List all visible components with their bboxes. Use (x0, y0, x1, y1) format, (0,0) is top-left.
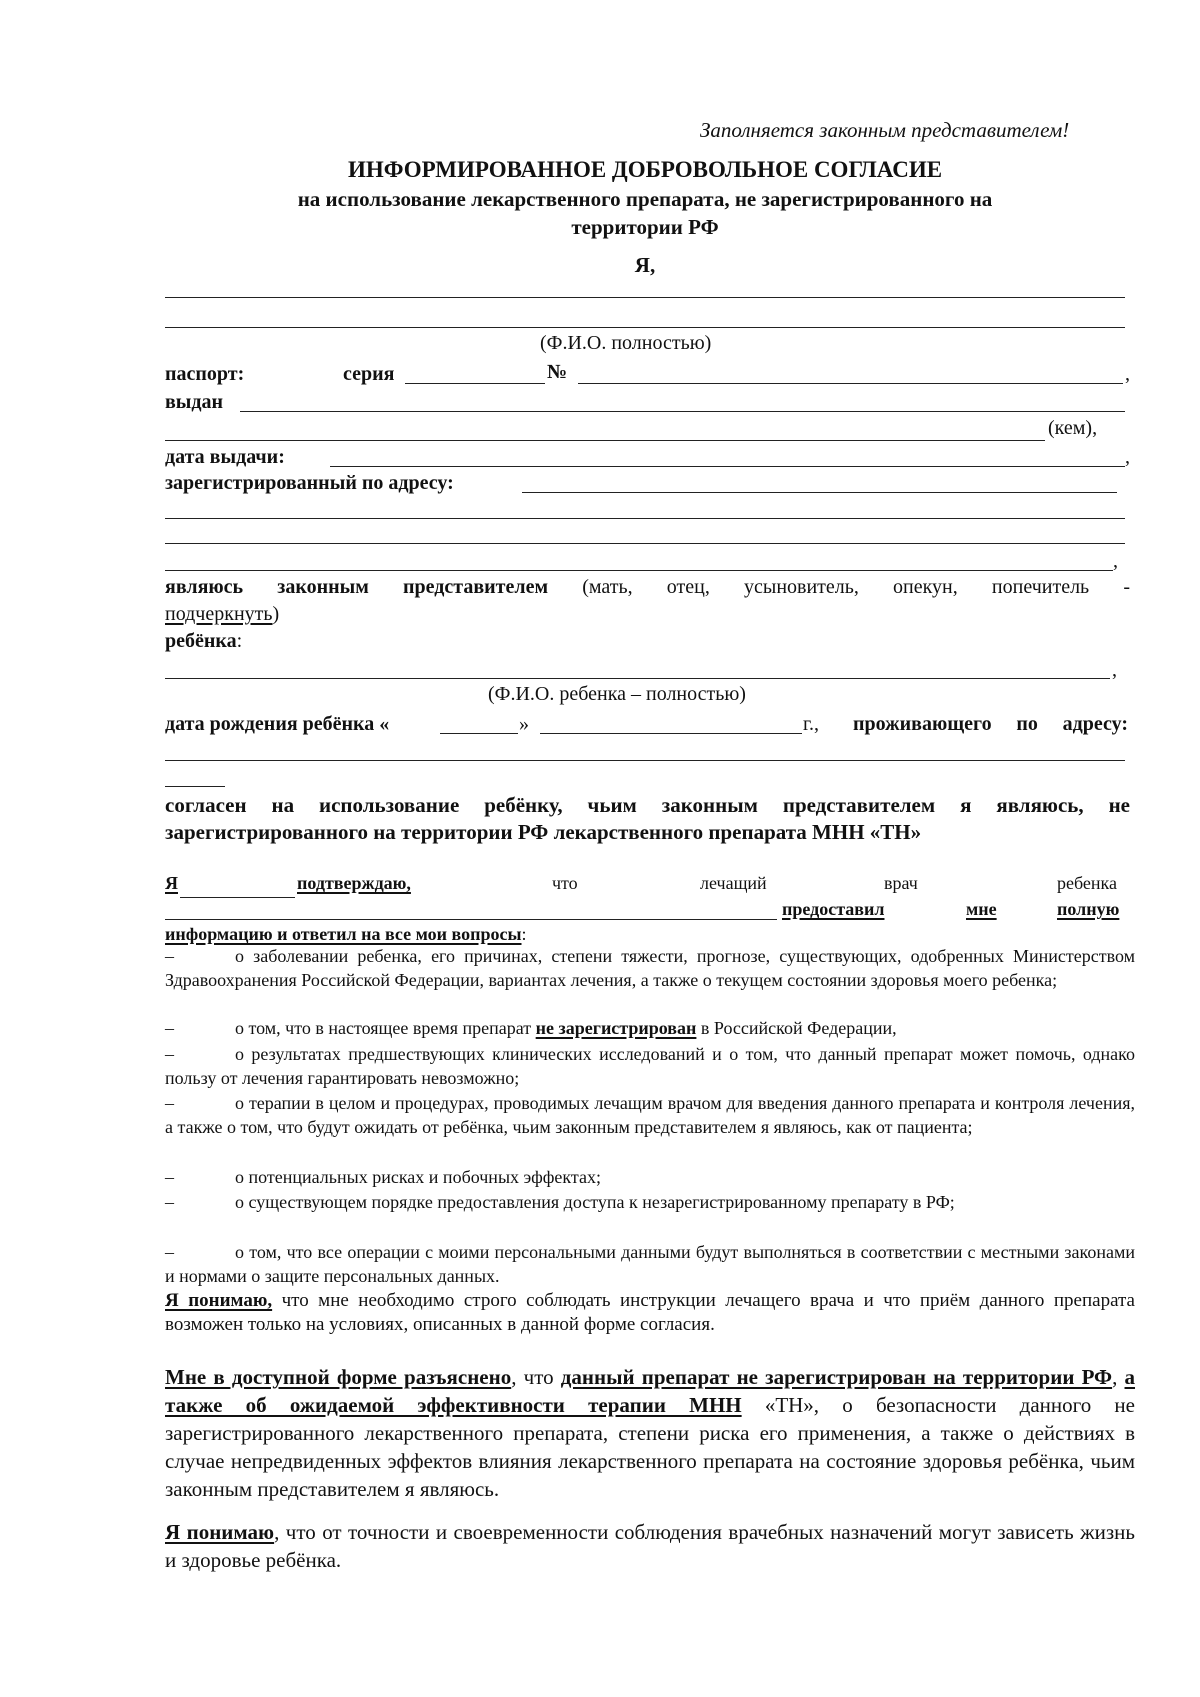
understand-paragraph-1 (165, 1289, 1135, 1337)
address-comma: , (1113, 550, 1118, 572)
confirm-underline-gap (180, 897, 295, 898)
list-item-text: о том, что в настоящее время препарат (235, 1018, 536, 1038)
living-address-field-1[interactable] (165, 760, 1125, 761)
understand-text-1: что мне необходимо строго соблюдать инструкции лечащего врача и что приём данного препарата возможен только на условиях, описанных в данной форме согласия. (165, 1290, 1135, 1335)
birth-month-year-field[interactable] (540, 733, 802, 734)
by-whom-caption: (кем), (1048, 417, 1098, 439)
birth-year-suffix: г., (803, 713, 819, 735)
not-registered-emphasis: не зарегистрирован (535, 1018, 697, 1038)
confirm-word-9: полную (1057, 899, 1120, 919)
form-subtitle-line1: на использование лекарственного препарата, не зарегистрированного на (297, 187, 993, 211)
representative-bold: являюсь законным представителем (165, 576, 549, 598)
list-dash: – (165, 1018, 174, 1038)
passport-comma: , (1125, 363, 1130, 385)
doctor-name-field[interactable] (165, 919, 777, 920)
legal-representative-note: Заполняется законным представителем! (700, 118, 1070, 142)
fio-caption: (Ф.И.О. полностью) (540, 332, 712, 354)
number-label: № (547, 361, 568, 383)
list-item-3 (165, 1042, 1135, 1090)
explained-text-2: , (1112, 1365, 1125, 1389)
explained-bold-2: данный препарат не зарегистрирован на территории РФ (560, 1365, 1113, 1389)
fio-line-1[interactable] (165, 297, 1125, 298)
series-label: серия (343, 363, 395, 385)
number-field[interactable] (578, 383, 1123, 384)
list-dash: – (165, 1044, 174, 1064)
child-fio-comma: , (1112, 659, 1117, 681)
representative-options: (мать, отец, усыновитель, опекун, попечитель - (548, 576, 1130, 598)
confirm-word-7: предоставил (782, 899, 885, 919)
list-item-text: о существующем порядке предоставления доступа к незарегистрированному препарату в РФ; (235, 1192, 955, 1212)
passport-label: паспорт: (165, 363, 245, 385)
list-item-7 (165, 1240, 1135, 1288)
consent-line-1: согласен на использование ребёнку, чьим законным представителем я являюсь, не (165, 793, 1130, 817)
list-item-6 (165, 1190, 1135, 1214)
list-dash: – (165, 1167, 174, 1187)
representative-line (165, 576, 1130, 599)
list-item-4 (165, 1091, 1135, 1139)
birth-date-label: дата рождения ребёнка « (165, 713, 390, 735)
form-subtitle-line2: территории РФ (571, 215, 719, 239)
understand-paragraph-2 (165, 1518, 1135, 1574)
list-item-5 (165, 1165, 1135, 1189)
explained-bold-1: Мне в доступной форме разъяснено (165, 1365, 512, 1389)
confirm-line-3 (165, 924, 527, 945)
list-item-1 (165, 944, 1135, 992)
address-field-1[interactable] (522, 492, 1117, 493)
child-label-colon: : (236, 630, 243, 652)
underline-hint: подчеркнуть (165, 603, 273, 625)
living-address-field-2[interactable] (165, 786, 225, 787)
child-label-line (165, 630, 242, 653)
list-dash: – (165, 1192, 174, 1212)
list-item-text: о терапии в целом и процедурах, проводимых лечащим врачом для введения данного препарата и контроля лечения, а также о том, что будут ожидать от ребёнка, чьим законным представителем я являюсь, как от пациента; (165, 1093, 1135, 1137)
confirm-word-5: врач (884, 873, 918, 893)
issued-label: выдан (165, 391, 224, 413)
form-title: ИНФОРМИРОВАННОЕ ДОБРОВОЛЬНОЕ СОГЛАСИЕ (347, 157, 943, 182)
understand-bold-2: Я понимаю (165, 1520, 275, 1544)
underline-hint-close: ) (272, 603, 280, 625)
list-dash: – (165, 1242, 174, 1262)
issued-field-1[interactable] (240, 411, 1125, 412)
explained-text-1: , что (511, 1365, 561, 1389)
registered-address-label: зарегистрированный по адресу: (165, 472, 454, 494)
list-item-2 (165, 1016, 1135, 1040)
list-item-text: о потенциальных рисках и побочных эффектах; (235, 1167, 601, 1187)
list-item-text: о том, что все операции с моими персональными данными будут выполняться в соответствии с местными законами и нормами о защите персональных данных. (165, 1242, 1135, 1286)
understand-bold-1: Я понимаю, (165, 1290, 273, 1311)
underline-hint-line (165, 603, 279, 626)
confirm-word-6: ребенка (1057, 873, 1117, 893)
list-item-text: о результатах предшествующих клинических исследований и о том, что данный препарат может помочь, однако пользу от лечения гарантировать невозможно; (165, 1044, 1135, 1088)
child-fio-field[interactable] (165, 678, 1110, 679)
issue-date-field[interactable] (330, 466, 1125, 467)
list-dash: – (165, 1093, 174, 1113)
list-item-text: о заболевании ребенка, его причинах, степени тяжести, прогнозе, существующих, одобренных Министерством Здравоохранения Российской Федерации, вариантах лечения, а также о текущем состоянии здоровья моего ребенка; (165, 946, 1135, 990)
confirm-info-received: информацию и ответил на все мои вопросы (165, 924, 522, 944)
confirm-word-4: лечащий (700, 873, 767, 893)
birth-day-field[interactable] (440, 733, 518, 734)
confirm-word-8: мне (966, 899, 997, 919)
series-field[interactable] (405, 383, 545, 384)
issue-date-label: дата выдачи: (165, 446, 285, 468)
explained-bold-3: а также об ожидаемой эффективности терапии МНН (165, 1365, 1136, 1417)
address-field-4[interactable] (165, 570, 1113, 571)
address-field-2[interactable] (165, 518, 1125, 519)
consent-line-2: зарегистрированного на территории РФ лекарственного препарата МНН «ТН» (165, 820, 922, 844)
confirm-colon: : (521, 924, 527, 944)
confirm-word-3: что (552, 873, 578, 893)
living-address-label: проживающего по адресу: (853, 713, 1128, 735)
child-fio-caption: (Ф.И.О. ребенка – полностью) (488, 683, 746, 705)
list-item-text: в Российской Федерации, (696, 1018, 897, 1038)
confirm-word-1: Я (165, 873, 178, 893)
list-dash: – (165, 946, 174, 966)
understand-text-2: , что от точности и своевременности соблюдения врачебных назначений могут зависеть жизнь и здоровье ребёнка. (165, 1520, 1135, 1572)
address-field-3[interactable] (165, 543, 1125, 544)
birth-quote-close: » (519, 713, 529, 735)
explained-text-3: «ТН», о безопасности данного не зарегистрированного лекарственного препарата, степени риска его применения, а также о действиях в случае непредвиденных эффектов влияния лекарственного препарата на состояние здоровья ребёнка, чьим законным представителем я являюсь. (165, 1393, 1135, 1501)
issued-field-2[interactable] (165, 440, 1045, 441)
confirm-word-2: подтверждаю, (297, 873, 411, 893)
i-word: Я, (634, 253, 656, 277)
child-label: ребёнка (165, 630, 237, 652)
fio-line-2[interactable] (165, 327, 1125, 328)
explained-paragraph (165, 1363, 1135, 1503)
issue-date-comma: , (1125, 446, 1130, 468)
